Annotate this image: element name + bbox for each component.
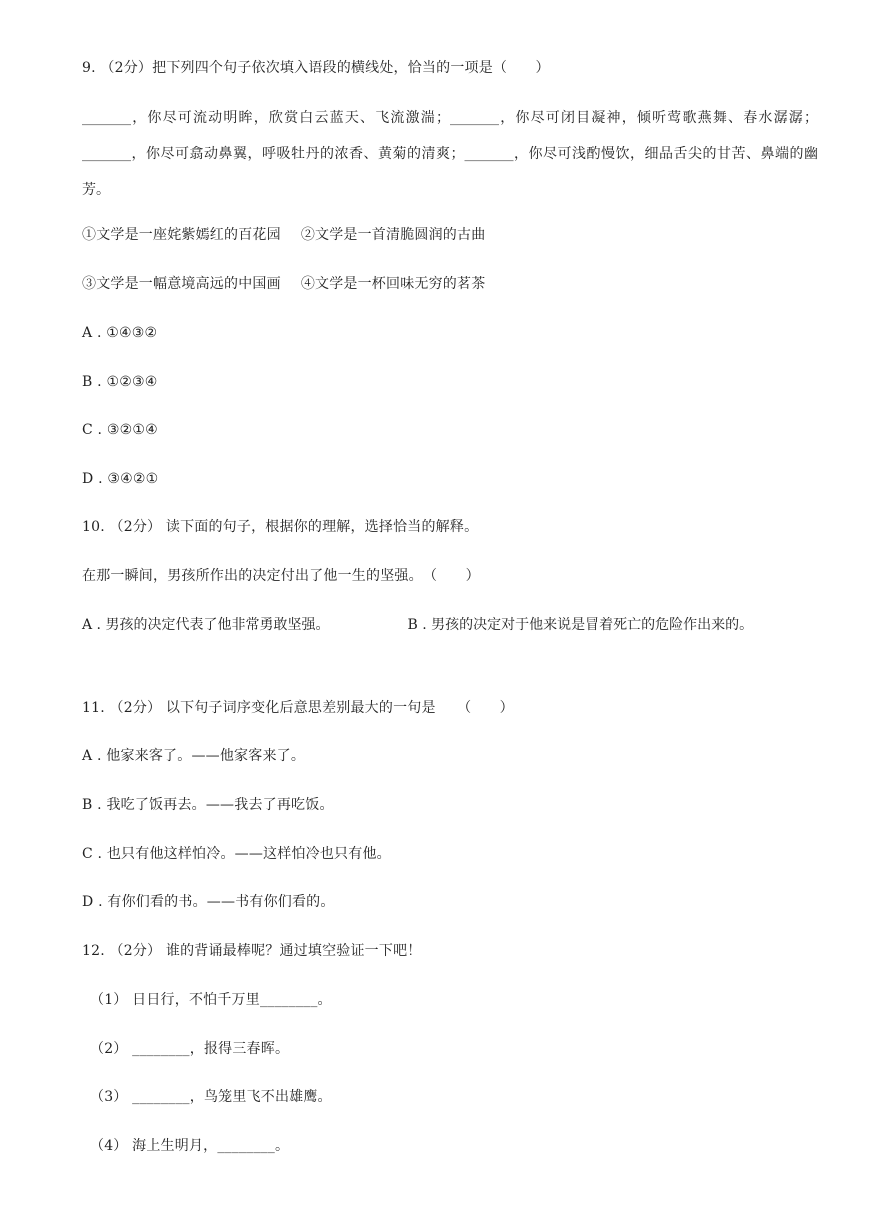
question-12-item-2: （2） ________，报得三春晖。 bbox=[90, 1041, 290, 1057]
question-9-passage: _______，你尽可流动明眸，欣赏白云蓝天、飞流激湍；_______，你尽可闭目凝神，倾听莺歌燕舞、春水潺潺；_______，你尽可翕动鼻翼，呼吸牡丹的浓香、黄菊的清爽；_______，你尽可浅酌慢饮，细品舌尖的甘苦、鼻端的幽芳。 bbox=[82, 110, 818, 198]
question-9-sentences-row-2 bbox=[82, 275, 485, 293]
question-9-option-c: C . ③②①④ bbox=[82, 422, 158, 438]
question-10-option-a: A . 男孩的决定代表了他非常勇敢坚强。 bbox=[82, 617, 330, 633]
question-11-option-c: C . 也只有他这样怕冷。——这样怕冷也只有他。 bbox=[82, 846, 391, 862]
question-11-header: 11. （2分） 以下句子词序变化后意思差别最大的一句是 （ ） bbox=[82, 700, 514, 716]
question-11-option-a: A . 他家来客了。——他家客来了。 bbox=[82, 748, 306, 764]
question-10-header: 10. （2分） 读下面的句子，根据你的理解，选择恰当的解释。 bbox=[82, 519, 479, 535]
question-9-option-d: D . ③④②① bbox=[82, 471, 159, 487]
question-9-sentences-row-1 bbox=[82, 226, 485, 244]
question-12-item-4: （4） 海上生明月，________。 bbox=[90, 1138, 290, 1154]
question-12-item-1: （1） 日日行，不怕千万里________。 bbox=[90, 992, 332, 1008]
question-10-sentence: 在那一瞬间，男孩所作出的决定付出了他一生的坚强。 （ ） bbox=[82, 568, 480, 584]
question-11-option-b: B . 我吃了饭再去。——我去了再吃饭。 bbox=[82, 797, 334, 813]
question-9-option-b: B . ①②③④ bbox=[82, 374, 158, 390]
question-12-item-3: （3） ________，鸟笼里飞不出雄鹰。 bbox=[90, 1089, 332, 1105]
sentence-2: ②文学是一首清脆圆润的古曲 bbox=[300, 227, 486, 243]
sentence-1: ①文学是一座姹紫嫣红的百花园 bbox=[82, 227, 281, 243]
question-11-option-d: D . 有你们看的书。——书有你们看的。 bbox=[82, 894, 335, 910]
sentence-4: ④文学是一杯回味无穷的茗茶 bbox=[300, 276, 486, 292]
question-12-header: 12. （2分） 谁的背诵最棒呢？通过填空验证一下吧！ bbox=[82, 943, 422, 959]
question-10-options bbox=[82, 607, 822, 643]
question-10-option-b: B . 男孩的决定对于他来说是冒着死亡的危险作出来的。 bbox=[407, 617, 754, 633]
question-9-header: 9. （2分）把下列四个句子依次填入语段的横线处，恰当的一项是（ ） bbox=[82, 60, 550, 76]
question-9-option-a: A . ①④③② bbox=[82, 325, 158, 341]
sentence-3: ③文学是一幅意境高远的中国画 bbox=[82, 276, 281, 292]
